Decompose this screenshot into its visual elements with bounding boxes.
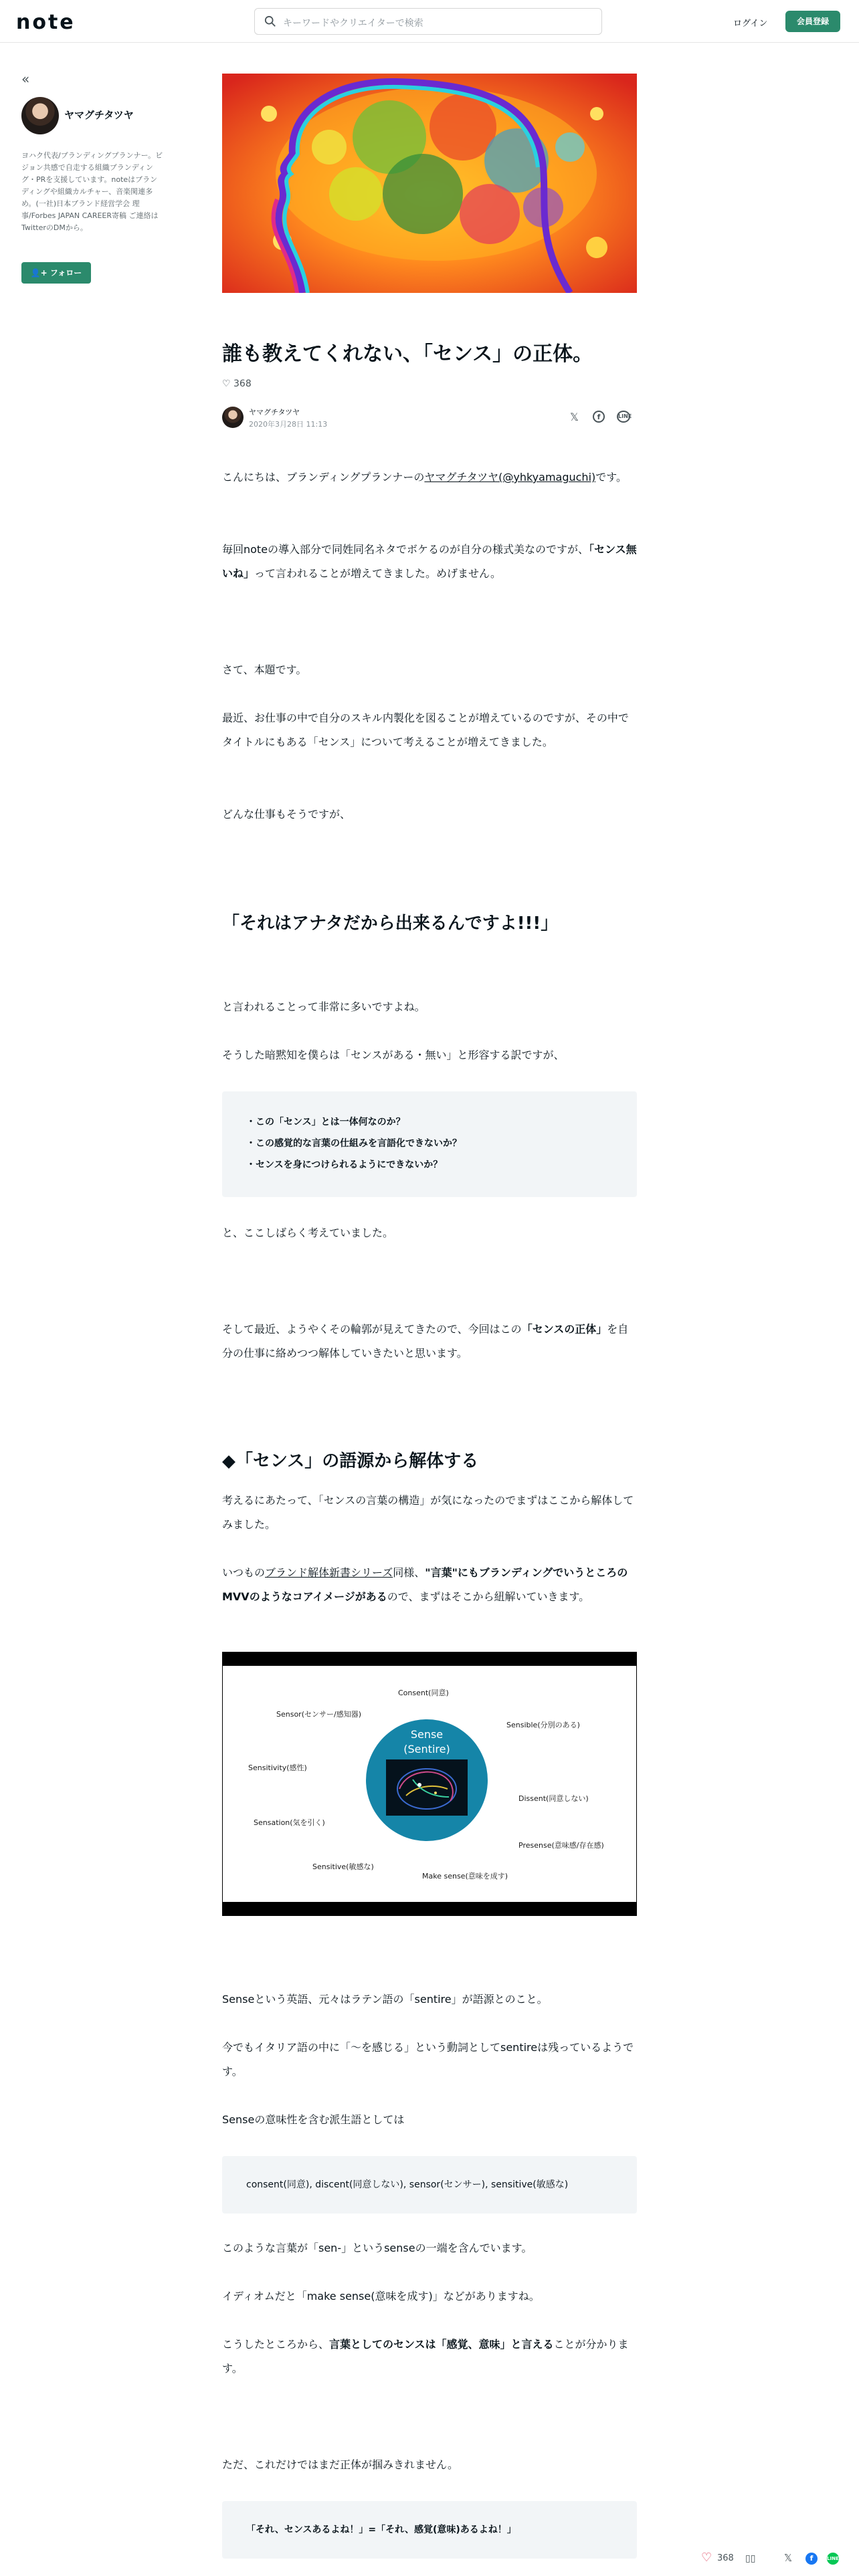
- paragraph: 最近、お仕事の中で自分のスキル内製化を図ることが増えているのですが、その中でタイトルにもある「センス」について考えることが増えてきました。: [222, 712, 629, 748]
- paragraph-text: 同様、: [393, 1566, 425, 1579]
- paragraph: ただ、これだけではまだ正体が掴みきれません。: [222, 2458, 458, 2471]
- paragraph-text: です。: [595, 471, 627, 484]
- paragraph: [222, 465, 637, 490]
- follow-button[interactable]: [21, 262, 91, 284]
- paragraph: このような言葉が「sen-」というsenseの一端を含んでいます。: [222, 2242, 533, 2254]
- sense-title: Sense: [410, 1728, 444, 1741]
- bold-text: "言葉"にもブランディングでいうところのMVVのようなコアイメージがある: [222, 1566, 628, 1603]
- note-logo[interactable]: note: [16, 11, 76, 34]
- paragraph: 考えるにあたって、「センスの言葉の構造」が気になったのでまずはここから解体してみました。: [222, 1494, 634, 1531]
- diagram-top-band: [223, 1652, 636, 1666]
- paragraph-text: こんにちは、ブランディングプランナーの: [222, 471, 425, 484]
- article-title: 誰も教えてくれない、「センス」の正体。: [222, 342, 593, 366]
- brain-illustration: [386, 1759, 468, 1816]
- site-header: [0, 0, 859, 43]
- login-link[interactable]: ログイン: [733, 19, 768, 29]
- series-link[interactable]: ブランド解体新書シリーズ: [265, 1566, 393, 1579]
- paragraph: そうした暗黙知を僕らは「センスがある・無い」と形容する訳ですが、: [222, 1049, 565, 1061]
- double-chevron-left-icon[interactable]: «: [21, 71, 30, 87]
- hero-image: [222, 74, 637, 293]
- publish-date: 2020年3月28日 11:13: [249, 420, 328, 429]
- author-name[interactable]: ヤマグチタツヤ: [249, 408, 300, 417]
- search-icon: [264, 15, 276, 27]
- sensible-label: Sensible(分別のある): [506, 1721, 580, 1729]
- search-input[interactable]: [254, 8, 602, 35]
- paragraph: と、ここしばらく考えていました。: [222, 1226, 394, 1239]
- sensitivity-label: Sensitivity(感性): [248, 1763, 307, 1772]
- paragraph-text: を自分の仕事に絡めつつ解体していきたいと思います。: [222, 1323, 629, 1360]
- sense-subtitle: (Sentire): [403, 1743, 450, 1755]
- paragraph-text: そして最近、ようやくその輪郭が見えてきたので、今回はこの: [222, 1323, 522, 1335]
- diagram-bottom-band: [223, 1902, 636, 1915]
- facebook-share-icon[interactable]: f: [593, 411, 605, 423]
- sensation-label: Sensation(気を引く): [254, 1818, 325, 1827]
- author-link[interactable]: ヤマグチタツヤ(@yhkyamaguchi): [424, 471, 596, 484]
- line-share-icon[interactable]: LINE: [827, 2553, 839, 2565]
- line-share-icon[interactable]: LINE: [617, 411, 630, 423]
- paragraph: Senseという英語、元々はラテン語の「sentire」が語源とのこと。: [222, 1993, 548, 2006]
- paragraph: Senseの意味性を含む派生語としては: [222, 2113, 405, 2126]
- bold-text: 「センスの正体」: [521, 1323, 607, 1335]
- section-heading: ◆「センス」の語源から解体する: [222, 1451, 479, 1471]
- like-count: 368: [233, 379, 252, 389]
- follow-label: フォロー: [50, 268, 82, 278]
- code-block: [222, 2156, 637, 2214]
- code-text: consent(同意), discent(同意しない), sensor(センサー), sensitive(敏感な): [246, 2179, 569, 2190]
- dissent-label: Dissent(同意しない): [518, 1794, 589, 1803]
- list-item: ・この感覚的な言葉の仕組みを言語化できないか？: [246, 1138, 462, 1149]
- paragraph-text: 毎回noteの導入部分で同姓同名ネタでボケるのが自分の様式美なのですが、: [222, 543, 589, 556]
- sensitive-label: Sensitive(敏感な): [312, 1862, 374, 1871]
- brain-image: [386, 1759, 468, 1816]
- paragraph: [222, 538, 637, 586]
- paragraph-text: って言われることが増えてきました。めげません。: [254, 567, 501, 580]
- paragraph: どんな仕事もそうですが、: [222, 808, 351, 821]
- presense-label: Presense(意味感/存在感): [518, 1841, 604, 1850]
- hero-illustration: [222, 74, 637, 293]
- floating-action-bar: [696, 2549, 859, 2568]
- paragraph-text: ので、まずはそこから紐解いていきます。: [387, 1590, 590, 1603]
- bold-text: 「センス無いね」: [222, 543, 637, 580]
- sidebar-author-name[interactable]: ヤマグチタツヤ: [64, 109, 134, 121]
- quote-text: 「それ、センスあるよね！」=「それ、感覚(意味)あるよね！」: [246, 2525, 516, 2535]
- add-user-icon: 👤+: [30, 268, 47, 278]
- sense-circle-title: [366, 1727, 488, 1757]
- x-share-icon[interactable]: 𝕏: [570, 411, 579, 423]
- x-share-icon[interactable]: 𝕏: [784, 2552, 793, 2564]
- magazine-icon[interactable]: ▯▯: [745, 2553, 756, 2564]
- like-button[interactable]: [222, 379, 252, 389]
- quote-block: [222, 2501, 637, 2559]
- author-avatar[interactable]: [222, 407, 244, 428]
- heart-icon: ♡: [222, 379, 231, 389]
- paragraph-text: いつもの: [222, 1566, 266, 1579]
- make-sense-label: Make sense(意味を成す): [422, 1872, 508, 1881]
- bold-text: 言葉としてのセンスは「感覚、意味」と言える: [329, 2338, 554, 2351]
- like-count: 368: [717, 2553, 734, 2563]
- section-heading: 「それはアナタだから出来るんですよ!!!」: [222, 914, 559, 934]
- list-item: ・この「センス」とは一体何なのか？: [246, 1117, 405, 1128]
- search-placeholder: キーワードやクリエイターで検索: [283, 18, 423, 29]
- question-list: [246, 1111, 621, 1176]
- paragraph-text: こうしたところから、: [222, 2338, 330, 2351]
- paragraph-text: ことが分かります。: [222, 2338, 629, 2375]
- paragraph: 今でもイタリア語の中に「〜を感じる」という動詞としてsentireは残っているようです。: [222, 2041, 634, 2078]
- consent-label: Consent(同意): [398, 1689, 449, 1697]
- sensor-label: Sensor(センサー/感知器): [276, 1710, 361, 1719]
- facebook-share-icon[interactable]: f: [805, 2553, 818, 2565]
- paragraph: さて、本題です。: [222, 663, 307, 676]
- sense-etymology-diagram: [222, 1652, 637, 1916]
- list-item: ・センスを身につけられるようにできないか？: [246, 1160, 443, 1170]
- sidebar-author-bio: ヨハク代表/ブランディングプランナー。ビジョン共感で自走する組織ブランディング・PRを支援しています。noteはブランディングや組織カルチャー、音楽関連多め。(一社)日本ブランド経営学会 理事/Forbes JAPAN CAREER寄稿 ご連絡はTwitterのDMから。: [21, 151, 163, 232]
- signup-button[interactable]: 会員登録: [785, 11, 840, 32]
- paragraph: [222, 1317, 637, 1366]
- heart-icon[interactable]: ♡: [701, 2551, 712, 2565]
- avatar[interactable]: [21, 97, 59, 134]
- paragraph: イディオムだと「make sense(意味を成す)」などがありますね。: [222, 2290, 540, 2302]
- paragraph: [222, 1561, 637, 1609]
- paragraph: [222, 2333, 637, 2381]
- paragraph: と言われることって非常に多いですよね。: [222, 1000, 425, 1013]
